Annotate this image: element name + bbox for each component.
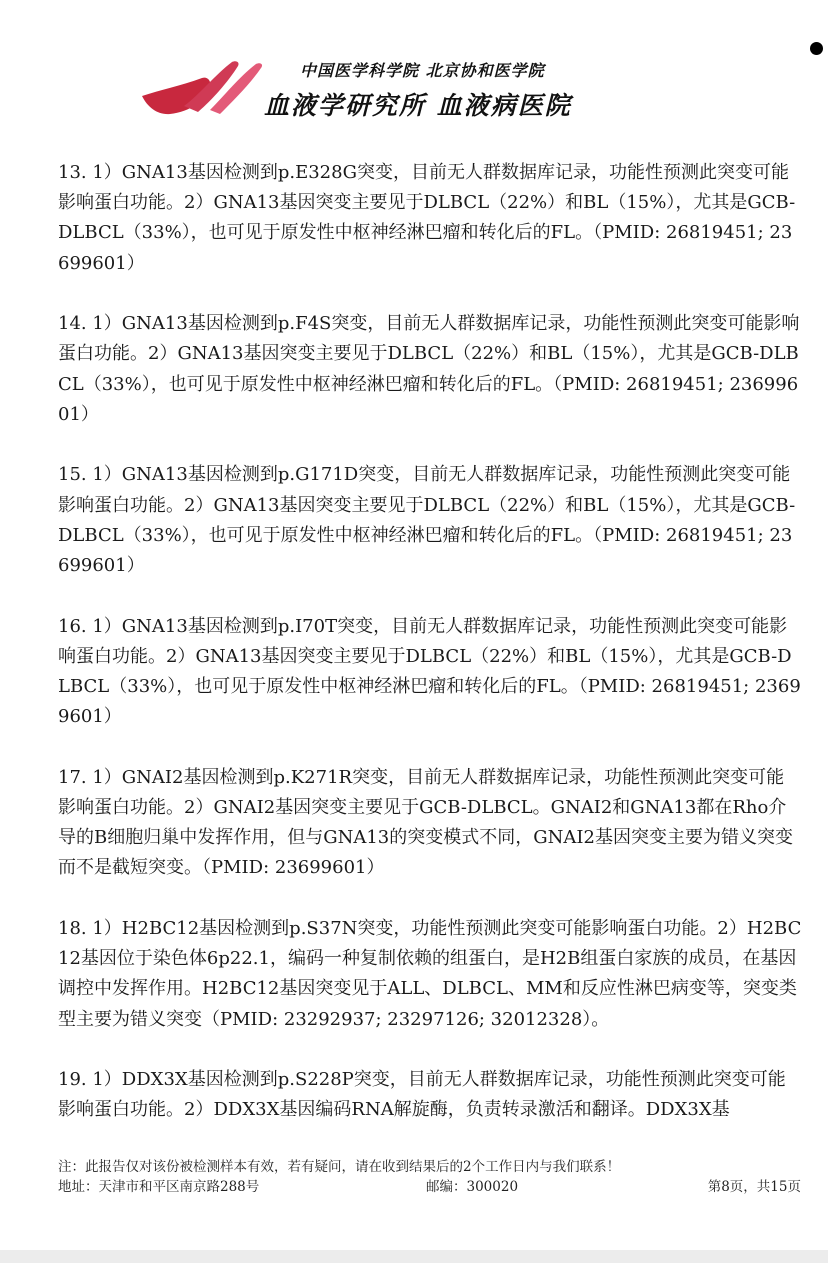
interpretation-item-13: 13. 1）GNA13基因检测到p.E328G突变，目前无人群数据库记录，功能性预测此突变可能影响蛋白功能。2）GNA13基因突变主要见于DLBCL（22%）和BL（15%），尤其是GCB-DLBCL（33%），也可见于原发性中枢神经淋巴瘤和转化后的FL。（PMID: 26819451; 23699601） [58, 162, 796, 274]
footer-postcode: 邮编：300020 [426, 1179, 519, 1195]
interpretation-item-18: 18. 1）H2BC12基因检测到p.S37N突变，功能性预测此突变可能影响蛋白功能。2）H2BC12基因位于染色体6p22.1，编码一种复制依赖的组蛋白，是H2B组蛋白家族的成员，在基因调控中发挥作用。H2BC12基因突变见于ALL、DLBCL、MM和反应性淋巴病变等，突变类型主要为错义突变（PMID: 23292937; 23297126; 32012328）。 [58, 918, 802, 1030]
corner-dot [810, 42, 823, 55]
report-content [58, 158, 802, 1125]
footer-note: 注：此报告仅对该份被检测样本有效，若有疑问，请在收到结果后的2个工作日内与我们联系！ [58, 1159, 621, 1175]
hospital-logo-icon [140, 56, 265, 120]
page-number: 第8页，共15页 [707, 1179, 801, 1195]
report-header [140, 52, 610, 122]
units-line: 血液学研究所 血液病医院 [264, 91, 572, 120]
interpretation-item-16: 16. 1）GNA13基因检测到p.I70T突变，目前无人群数据库记录，功能性预测此突变可能影响蛋白功能。2）GNA13基因突变主要见于DLBCL（22%）和BL（15%），尤其是GCB-DLBCL（33%），也可见于原发性中枢神经淋巴瘤和转化后的FL。（PMID: 26819451; 23699601） [58, 615, 801, 728]
interpretation-item-17: 17. 1）GNAI2基因检测到p.K271R突变，目前无人群数据库记录，功能性预测此突变可能影响蛋白功能。2）GNAI2基因突变主要见于GCB-DLBCL。GNAI2和GNA13都在Rho介导的B细胞归巢中发挥作用，但与GNA13的突变模式不同，GNAI2基因突变主要为错义突变而不是截短突变。（PMID: 23699601） [58, 766, 793, 879]
bottom-strip [0, 1250, 828, 1263]
institutions-line: 中国医学科学院 北京协和医学院 [300, 61, 545, 80]
interpretation-item-15: 15. 1）GNA13基因检测到p.G171D突变，目前无人群数据库记录，功能性预测此突变可能影响蛋白功能。2）GNA13基因突变主要见于DLBCL（22%）和BL（15%），尤其是GCB-DLBCL（33%），也可见于原发性中枢神经淋巴瘤和转化后的FL。（PMID: 26819451; 23699601） [58, 464, 796, 577]
footer-info-row [58, 1177, 803, 1197]
interpretation-item-14: 14. 1）GNA13基因检测到p.F4S突变，目前无人群数据库记录，功能性预测此突变可能影响蛋白功能。2）GNA13基因突变主要见于DLBCL（22%）和BL（15%），尤其是GCB-DLBCL（33%），也可见于原发性中枢神经淋巴瘤和转化后的FL。（PMID: 26819451; 23699601） [58, 313, 800, 425]
footer-address: 地址：天津市和平区南京路288号 [58, 1179, 260, 1195]
report-footer [58, 1157, 803, 1197]
interpretation-item-19: 19. 1）DDX3X基因检测到p.S228P突变，目前无人群数据库记录，功能性预测此突变可能影响蛋白功能。2）DDX3X基因编码RNA解旋酶，负责转录激活和翻译。DDX3X基 [58, 1069, 786, 1121]
